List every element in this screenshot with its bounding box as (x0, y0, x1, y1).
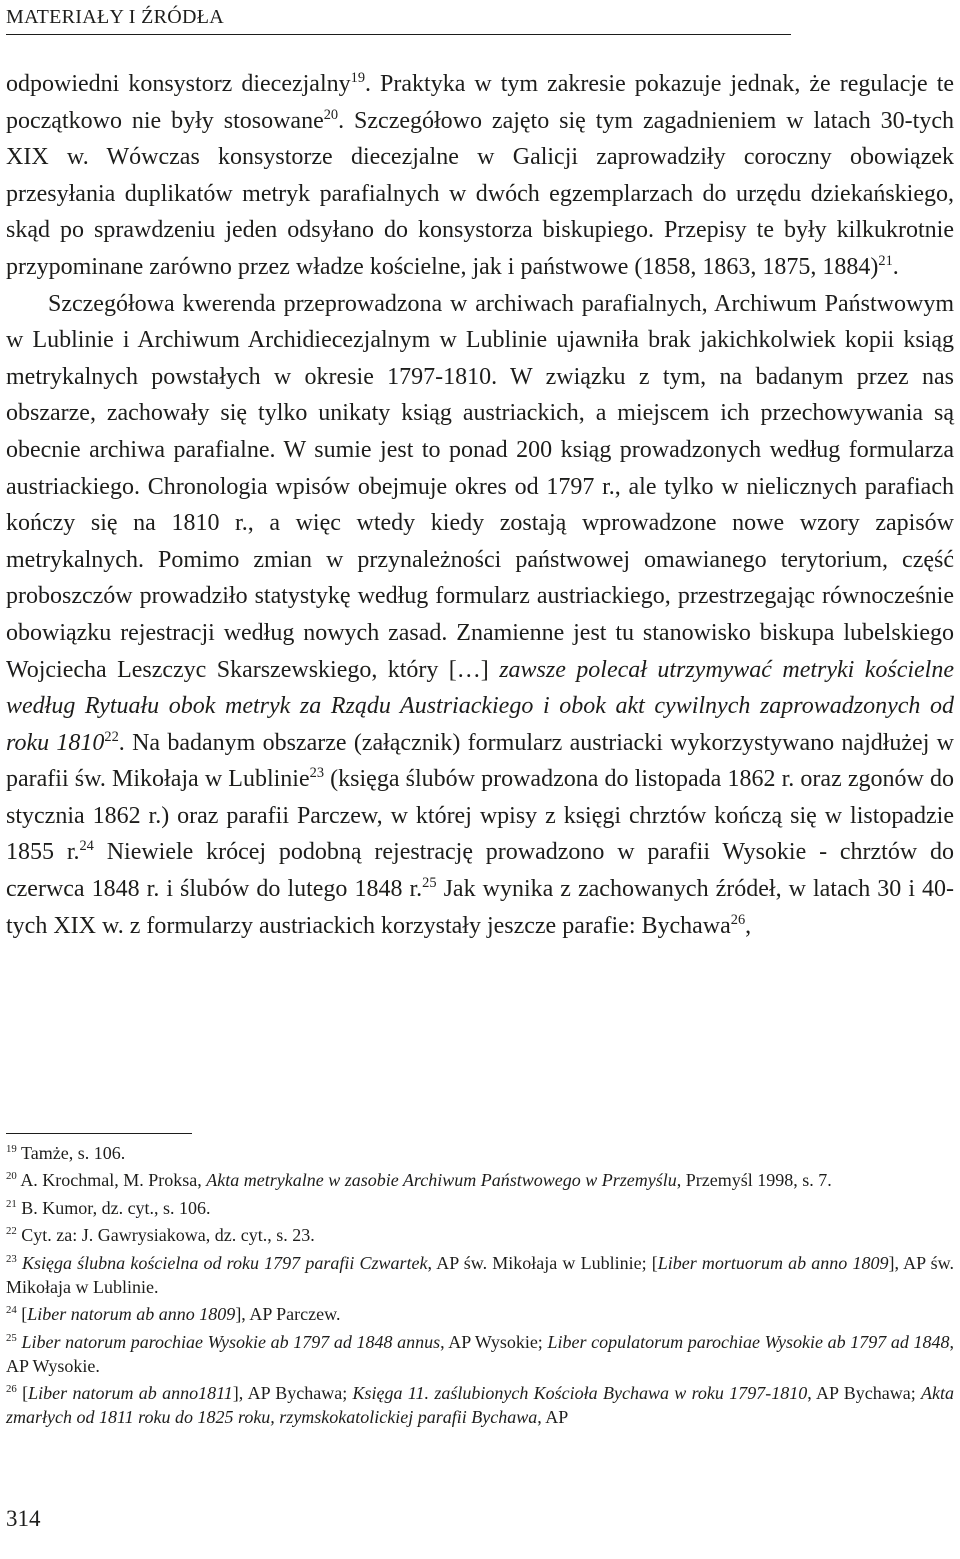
footnote-25: $^{25}$ Liber natorum parochiae Wysokie ab 1797 ad 1848 annus, AP Wysokie; Liber copulatorum parochiae Wysokie ab 1797 ad 1848, AP Wysokie. (6, 1331, 954, 1376)
footnote-22: $^{22}$ Cyt. za: J. Gawrysiakowa, dz. cyt., s. 23. (6, 1225, 315, 1246)
main-text (6, 66, 954, 944)
footnote-24: $^{24}$ [Liber natorum ab anno 1809], AP Parczew. (6, 1304, 341, 1325)
footnotes (6, 1141, 954, 1433)
footnote-separator (6, 1133, 192, 1134)
footnote-26: $^{26}$ [Liber natorum ab anno1811], AP Bychawa; Księga 11. zaślubionych Kościoła Bychawa w roku 1797-1810, AP Bychawa; Akta zmarłych od 1811 roku do 1825 roku, rzymskokatolickiej parafii Bychawa, AP (6, 1383, 955, 1428)
footnote-ref-22[interactable]: 22 (104, 728, 119, 745)
footnote-ref-26[interactable]: 26 (730, 911, 746, 928)
footnote-ref-21[interactable]: 21 (878, 252, 893, 269)
footnote-ref-25[interactable]: 25 (422, 875, 437, 892)
footnote-ref-24[interactable]: 24 (79, 838, 94, 855)
quotation: zawsze polecał utrzymywać metryki kościelne według Rytuału obok metryk za Rządu Austriackiego i obok akt cywilnych zaprowadzonych od roku 1810 (6, 656, 955, 756)
paragraph-1: odpowiedni konsystorz diecezjalny$^{19}$. Praktyka w tym zakresie pokazuje jednak, że regulacje te początkowo nie były stosowane$^{20}$. Szczegółowo zajęto się tym zagadnieniem w latach 30-tych XIX w. Wówczas konsystorze diecezjalne w Galicji zaprowadziły coroczny obowiązek przesyłania duplikatów metryk parafialnych w dwóch egzemplarzach do urzędu dziekańskiego, skąd po sprawdzeniu jeden odsyłano do konsystorza biskupiego. Przepisy te były kilkukrotnie przypominane zarówno przez władze kościelne, jak i państwowe (1858, 1863, 1875, 1884)$^{21}$. (6, 70, 955, 280)
footnote-23: $^{23}$ Księga ślubna kościelna od roku 1797 parafii Czwartek, AP św. Mikołaja w Lublinie; [Liber mortuorum ab anno 1809], AP św. Mikołaja w Lublinie. (6, 1252, 954, 1297)
running-header: MATERIAŁY I ŹRÓDŁA (6, 6, 224, 28)
footnote-21: $^{21}$ B. Kumor, dz. cyt., s. 106. (6, 1197, 211, 1218)
footnote-ref-19[interactable]: 19 (350, 70, 366, 86)
footnote-ref-20[interactable]: 20 (323, 106, 339, 123)
header-rule (6, 34, 791, 35)
footnote-ref-23[interactable]: 23 (309, 765, 325, 782)
footnote-20: $^{20}$ A. Krochmal, M. Proksa, Akta metrykalne w zasobie Archiwum Państwowego w Przemyślu, Przemyśl 1998, s. 7. (6, 1170, 832, 1191)
footnote-19: $^{19}$ Tamże, s. 106. (6, 1143, 126, 1163)
paragraph-2: Szczegółowa kwerenda przeprowadzona w archiwach parafialnych, Archiwum Państwowym w Lublinie i Archiwum Archidiecezjalnym w Lublinie ujawniła brak jakichkolwiek kopii ksiąg metrykalnych powstałych w okresie 1797-1810. W związku z tym, na badanym przez nas obszarze, zachowały się tylko unikaty ksiąg austriackich, a miejscem ich przechowywania są obecnie archiwa parafialne. W sumie jest to ponad 200 ksiąg prowadzonych według formularza austriackiego. Chronologia wpisów obejmuje okres od 1797 r., ale tylko w nielicznych parafiach kończy się na 1810 r., a więc wtedy kiedy zostają wprowadzone nowe wzory zapisów metrykalnych. Pomimo zmian w przynależności państwowej omawianego terytorium, część proboszczów prowadziło statystykę według formularz austriackiego, przestrzegając równocześnie obowiązku rejestracji według nowych zasad. Znamienne jest tu stanowisko biskupa lubelskiego Wojciecha Leszczyc Skarszewskiego, który […] zawsze polecał utrzymywać metryki kościelne według Rytuału obok metryk za Rządu Austriackiego i obok akt cywilnych zaprowadzonych od roku 1810$^{22}$. Na badanym obszarze (załącznik) formularz austriacki wykorzystywano najdłużej w parafii św. Mikołaja w Lublinie$^{23}$ (księga ślubów prowadzona do listopada 1862 r. oraz zgonów do stycznia 1862 r.) oraz parafii Parczew, w której wpisy z księgi chrztów kończą się w listopadzie 1855 r.$^{24}$ Niewiele krócej podobną rejestrację prowadzono w parafii Wysokie - chrztów do czerwca 1848 r. i ślubów do lutego 1848 r.$^{25}$ Jak wynika z zachowanych źródeł, w latach 30 i 40-tych XIX w. z formularzy austriackich korzystały jeszcze parafie: Bychawa$^{26}$, (6, 290, 955, 939)
page-number: 314 (6, 1506, 41, 1531)
